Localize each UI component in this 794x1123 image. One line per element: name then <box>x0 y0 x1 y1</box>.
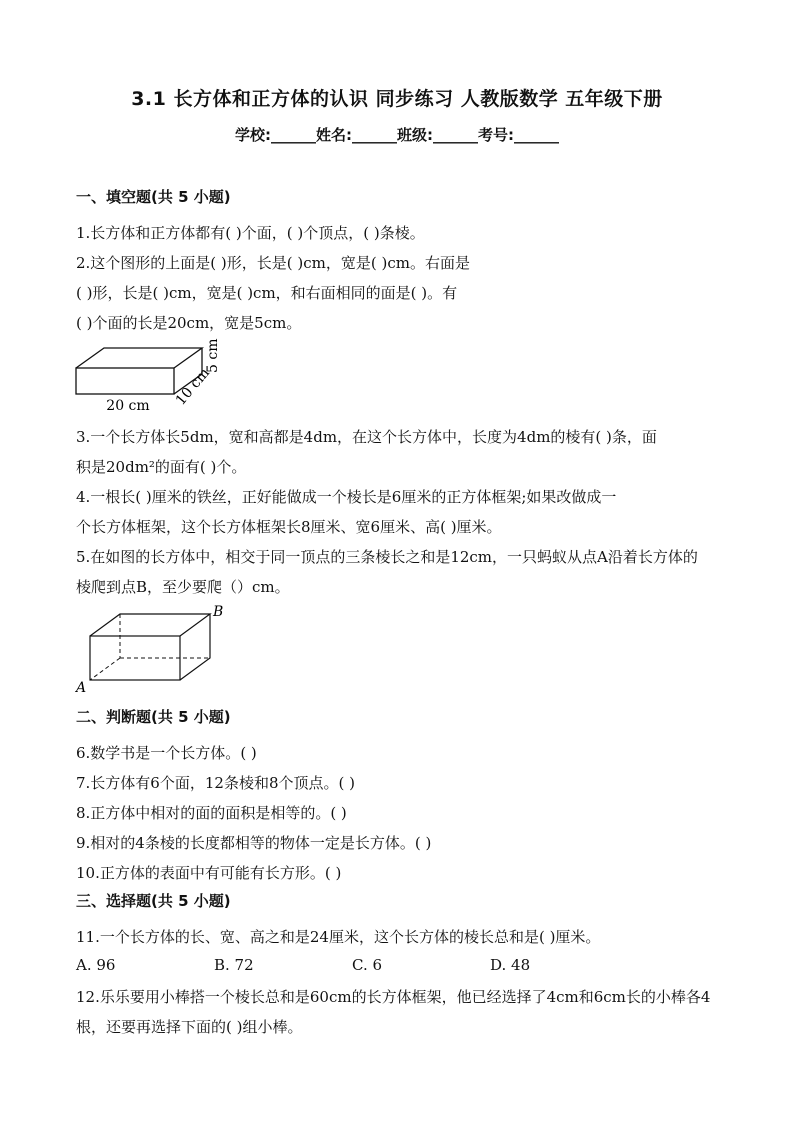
question-line: 3.一个长方体长5dm，宽和高都是4dm，在这个长方体中，长度为4dm的棱有( )条，面 <box>76 428 657 446</box>
width-label: 10 cm <box>172 365 213 409</box>
question-line: 根，还要再选择下面的( )组小棒。 <box>76 1018 303 1036</box>
question-line: 个长方体框架，这个长方体框架长8厘米、宽6厘米、高( )厘米。 <box>76 518 502 536</box>
question-line: 棱爬到点B，至少要爬（）cm。 <box>76 578 290 596</box>
section-heading-judge: 二、判断题(共 5 小题) <box>76 708 231 726</box>
option-c: C. 6 <box>352 956 383 974</box>
point-a-label: A <box>76 680 87 696</box>
option-b: B. 72 <box>214 956 254 974</box>
question-line: 6.数学书是一个长方体。( ) <box>76 744 257 762</box>
question-line: 8.正方体中相对的面的面积是相等的。( ) <box>76 804 347 822</box>
point-b-label: B <box>213 604 224 620</box>
option-a: A. 96 <box>76 956 116 974</box>
question-line: ( )个面的长是20cm，宽是5cm。 <box>76 314 302 332</box>
length-label: 20 cm <box>106 398 150 414</box>
section-heading-fill: 一、填空题(共 5 小题) <box>76 188 231 206</box>
question-line: 9.相对的4条棱的长度都相等的物体一定是长方体。( ) <box>76 834 432 852</box>
section-heading-choice: 三、选择题(共 5 小题) <box>76 892 231 910</box>
cuboid-figure-2 <box>72 600 232 696</box>
student-info-line: 学校:______姓名:______班级:______考号:______ <box>235 126 559 144</box>
question-line: 积是20dm²的面有( )个。 <box>76 458 247 476</box>
question-line: 4.一根长( )厘米的铁丝，正好能做成一个棱长是6厘米的正方体框架;如果改做成一 <box>76 488 617 506</box>
question-line: 1.长方体和正方体都有( )个面，( )个顶点，( )条棱。 <box>76 224 425 242</box>
question-line: 5.在如图的长方体中，相交于同一顶点的三条棱长之和是12cm，一只蚂蚁从点A沿着长方体的 <box>76 548 698 566</box>
question-line: 2.这个图形的上面是( )形，长是( )cm，宽是( )cm。右面是 <box>76 254 470 272</box>
page-title: 3.1 长方体和正方体的认识 同步练习 人教版数学 五年级下册 <box>131 88 663 110</box>
option-d: D. 48 <box>490 956 531 974</box>
question-line: ( )形，长是( )cm，宽是( )cm，和右面相同的面是( )。有 <box>76 284 458 302</box>
height-label: 5 cm <box>205 338 221 373</box>
cuboid-figure-1 <box>70 330 230 415</box>
question-line: 10.正方体的表面中有可能有长方形。( ) <box>76 864 342 882</box>
question-line: 12.乐乐要用小棒搭一个棱长总和是60cm的长方体框架，他已经选择了4cm和6cm长的小棒各4 <box>76 988 711 1006</box>
question-line: 7.长方体有6个面，12条棱和8个顶点。( ) <box>76 774 355 792</box>
question-line: 11.一个长方体的长、宽、高之和是24厘米，这个长方体的棱长总和是( )厘米。 <box>76 928 601 946</box>
